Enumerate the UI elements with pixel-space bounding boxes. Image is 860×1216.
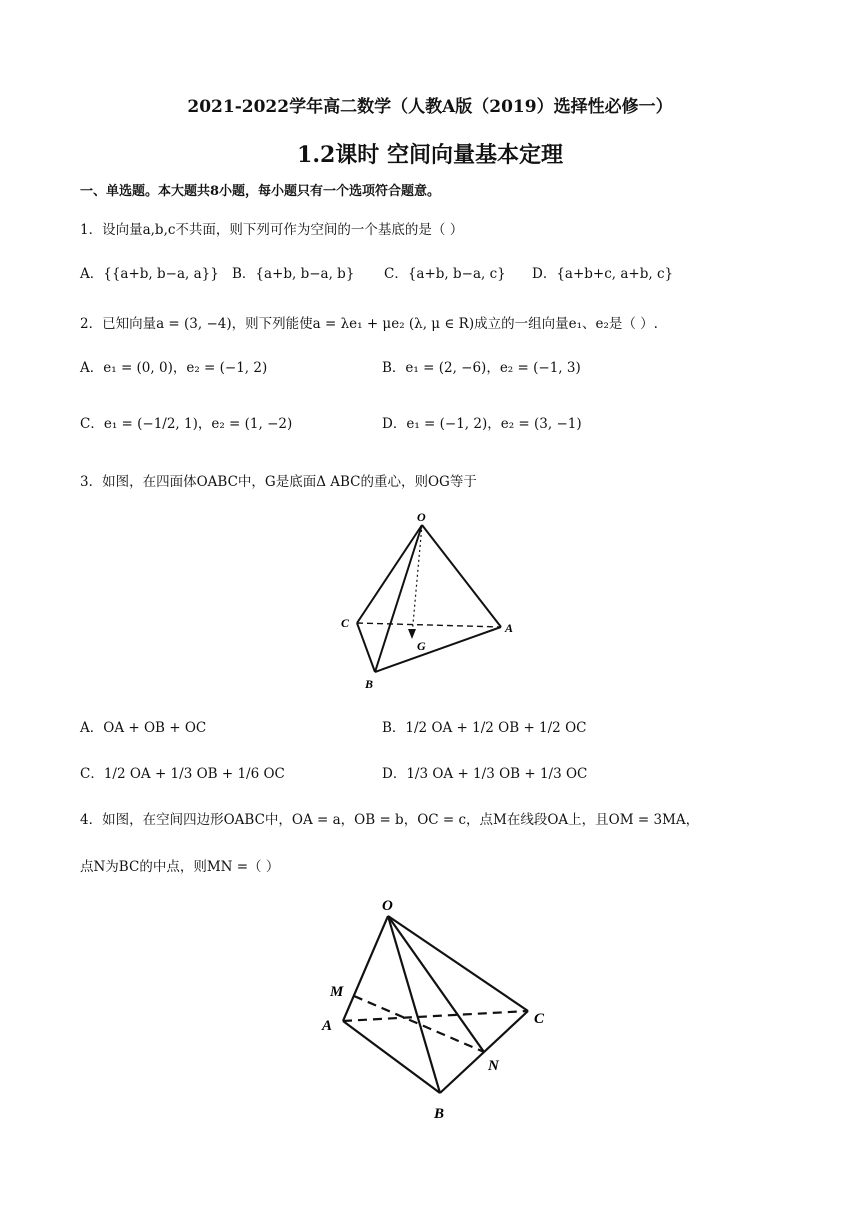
q2-option-b: B．e₁ = (2, −6)，e₂ = (−1, 3) xyxy=(382,360,581,376)
section-heading: 一、单选题。本大题共8小题，每小题只有一个选项符合题意。 xyxy=(80,184,441,199)
document-title: 2021-2022学年高二数学（人教A版（2019）选择性必修一） xyxy=(187,97,673,117)
label-o: O xyxy=(382,898,393,914)
q3-option-d: D．1/3 OA + 1/3 OB + 1/3 OC xyxy=(382,766,588,782)
label-b: B xyxy=(434,1106,445,1122)
q3-option-b: B．1/2 OA + 1/2 OB + 1/2 OC xyxy=(382,720,587,736)
label-o: O xyxy=(417,510,426,524)
question-1-stem: 1．设向量a,b,c不共面，则下列可作为空间的一个基底的是（ ） xyxy=(80,222,464,238)
label-n: N xyxy=(488,1058,499,1074)
q1-option-d: D．{a+b+c, a+b, c} xyxy=(532,266,674,282)
tetrahedron-oabc-figure xyxy=(335,505,535,695)
question-3-stem: 3．如图，在四面体OABC中，G是底面Δ ABC的重心，则OG等于 xyxy=(80,474,477,490)
q3-option-a: A．OA + OB + OC xyxy=(80,720,207,736)
q1-option-a: A．{{a+b, b−a, a}} xyxy=(80,266,219,282)
q2-option-a: A．e₁ = (0, 0)，e₂ = (−1, 2) xyxy=(80,360,268,376)
label-m: M xyxy=(330,984,344,1000)
q2-option-c: C．e₁ = (−1/2, 1)，e₂ = (1, −2) xyxy=(80,416,293,432)
label-c: C xyxy=(341,616,350,630)
lesson-title: 1.2课时 空间向量基本定理 xyxy=(297,142,563,168)
question-4-stem-line1: 4．如图，在空间四边形OABC中，OA = a，OB = b，OC = c，点M在线段OA上，且OM = 3MA， xyxy=(80,812,700,828)
question-4-stem-line2: 点N为BC的中点，则MN =（ ） xyxy=(80,859,280,875)
q2-option-d: D．e₁ = (−1, 2)，e₂ = (3, −1) xyxy=(382,416,582,432)
q1-option-b: B．{a+b, b−a, b} xyxy=(232,266,355,282)
label-c: C xyxy=(534,1011,545,1027)
quadrilateral-oabc-figure xyxy=(316,888,566,1128)
label-a: A xyxy=(505,621,514,635)
q3-option-c: C．1/2 OA + 1/3 OB + 1/6 OC xyxy=(80,766,285,782)
arrow-head-icon xyxy=(408,629,416,639)
label-g: G xyxy=(417,639,426,653)
label-b: B xyxy=(365,677,374,691)
q1-option-c: C．{a+b, b−a, c} xyxy=(384,266,506,282)
label-a: A xyxy=(322,1018,333,1034)
question-2-stem: 2．已知向量a = (3, −4)，则下列能使a = λe₁ + μe₂ (λ, μ ∈ R)成立的一组向量e₁、e₂是（ ）. xyxy=(80,316,658,332)
